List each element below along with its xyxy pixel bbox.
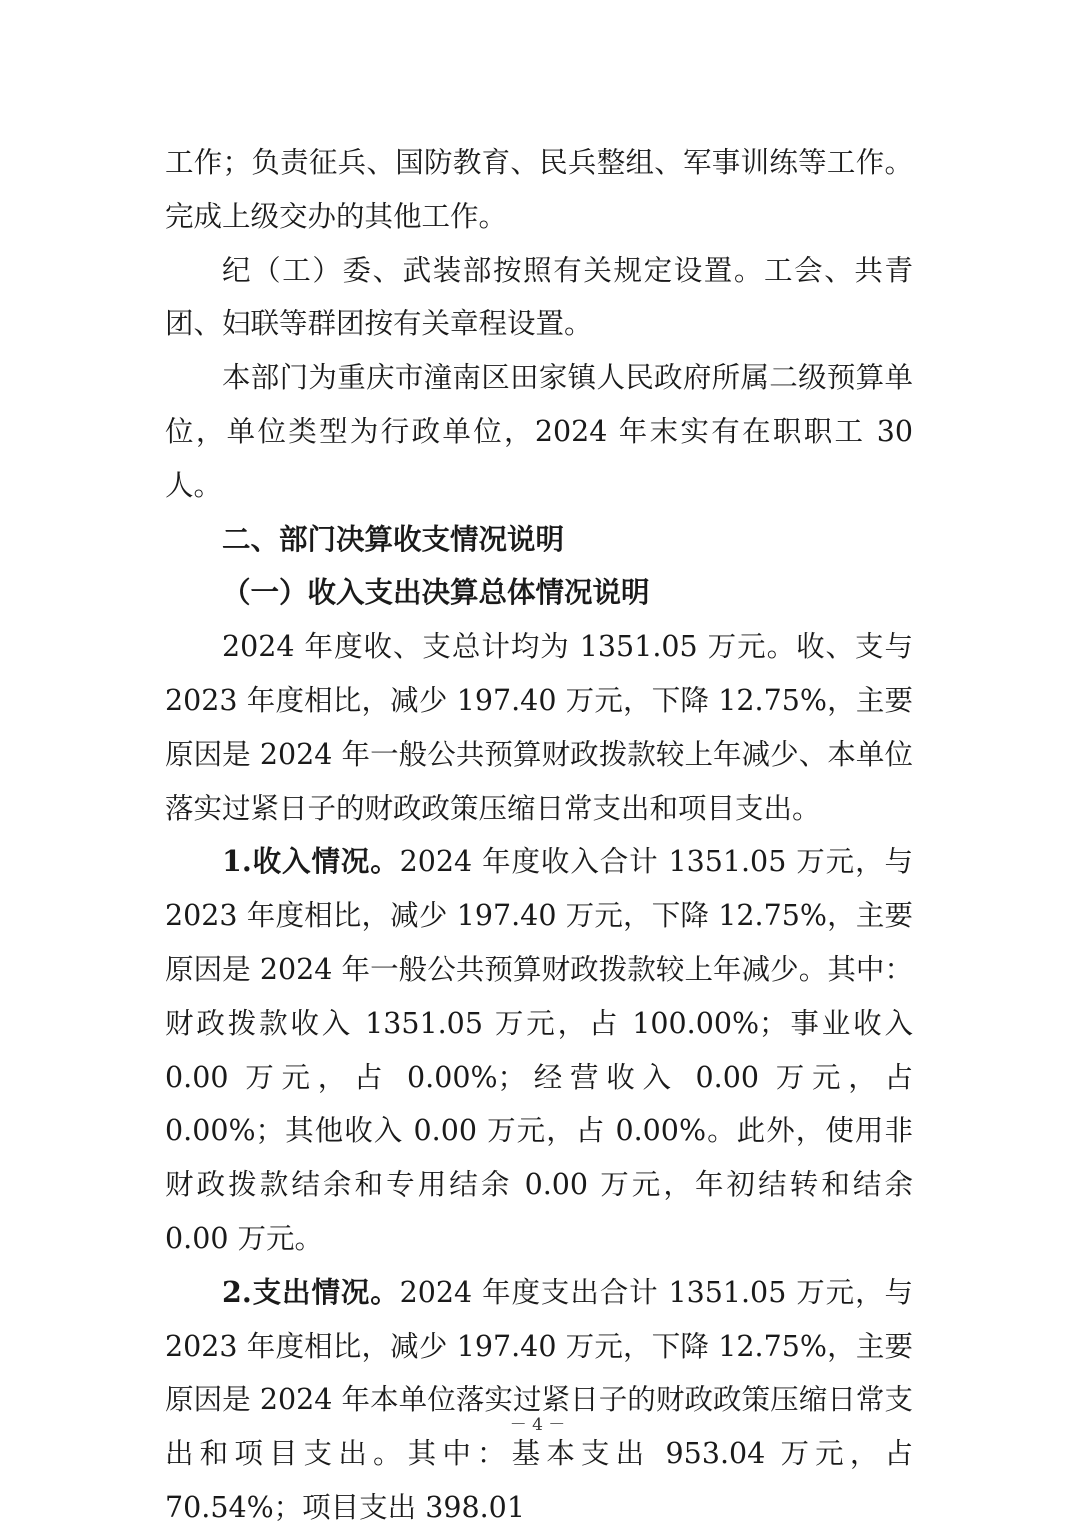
expenditure-lead: 2.支出情况。 — [222, 1274, 400, 1309]
paragraph-unit-overview: 本部门为重庆市潼南区田家镇人民政府所属二级预算单位，单位类型为行政单位，2024 年末实有在职职工 30 人。 — [165, 361, 913, 502]
paragraph-overall-summary: 2024 年度收、支总计均为 1351.05 万元。收、支与 2023 年度相比，减少 197.40 万元，下降 12.75%，主要原因是 2024 年一般公共预算财政拨款较上年减少、本单位落实过紧日子的财政政策压缩日常支出和项目支出。 — [165, 630, 913, 825]
page-number: － 4 － — [509, 1415, 566, 1435]
paragraph-organization-setup: 纪（工）委、武装部按照有关规定设置。工会、共青团、妇联等群团按有关章程设置。 — [165, 253, 913, 341]
paragraph-income — [165, 835, 913, 1265]
paragraph-duties-continued: 工作；负责征兵、国防教育、民兵整组、军事训练等工作。完成上级交办的其他工作。 — [165, 146, 913, 233]
income-text: 2024 年度收入合计 1351.05 万元，与 2023 年度相比，减少 197.40 万元，下降 12.75%，主要原因是 2024 年一般公共预算财政拨款较上年减少。其中：财政拨款收入 1351.05 万元，占 100.00%；事业收入 0.00 万元，占 0.00%；经营收入 0.00 万元，占 0.00%；其他收入 0.00 万元，占 0.00%。此外，使用非财政拨款结余和专用结余 0.00 万元，年初结转和结余 0.00 万元。 — [165, 845, 913, 1255]
paragraph-expenditure — [165, 1266, 913, 1535]
section-heading: 二、部门决算收支情况说明 — [222, 522, 565, 556]
expenditure-text: 2024 年度支出合计 1351.05 万元，与 2023 年度相比，减少 197.40 万元，下降 12.75%，主要原因是 2024 年本单位落实过紧日子的财政政策压缩日常支出和项目支出。其中：基本支出 953.04 万元，占 70.54%；项目支出 398.01 — [165, 1275, 913, 1524]
income-lead: 1.收入情况。 — [222, 844, 400, 879]
sub-heading: （一）收入支出决算总体情况说明 — [222, 575, 650, 610]
body-text — [165, 136, 913, 1535]
